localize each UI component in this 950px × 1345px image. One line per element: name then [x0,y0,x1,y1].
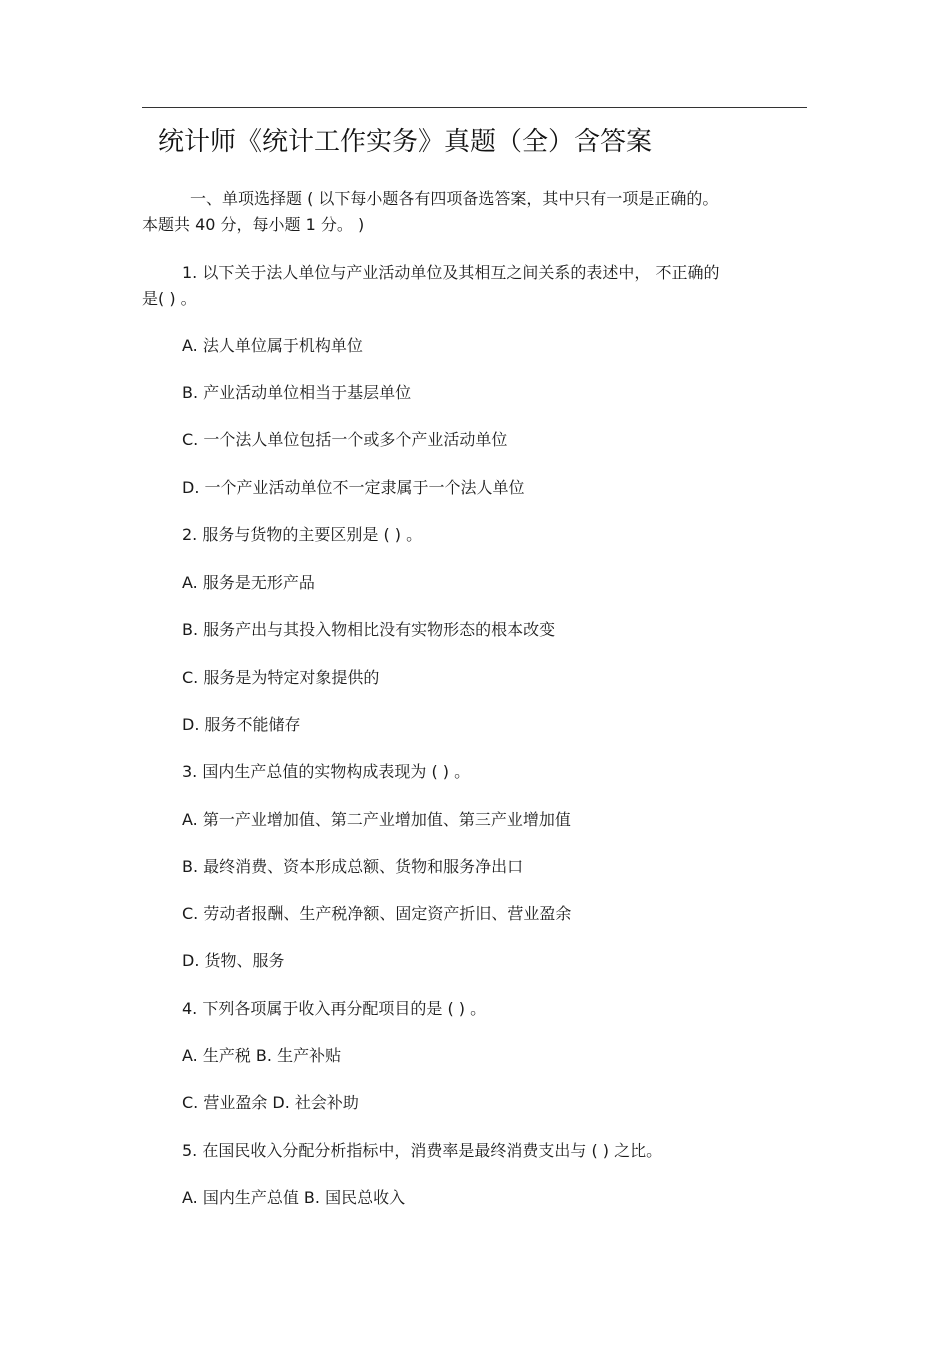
page-title: 统计师《统计工作实务》真题（全）含答案 [158,127,653,157]
option-line: A. 国内生产总值 B. 国民总收入 [182,1188,406,1207]
intro-line-1: 一、单项选择题 ( 以下每小题各有四项备选答案，其中只有一项是正确的。 [190,189,719,208]
option-line: A. 生产税 B. 生产补贴 [182,1046,342,1065]
header-rule [142,107,807,108]
section-intro [142,186,807,238]
option-line: B. 产业活动单位相当于基层单位 [182,383,412,402]
option-line: D. 服务不能储存 [182,715,301,734]
option-line: D. 一个产业活动单位不一定隶属于一个法人单位 [182,478,525,497]
option-line: A. 第一产业增加值、第二产业增加值、第三产业增加值 [182,810,571,829]
option-line: B. 服务产出与其投入物相比没有实物形态的根本改变 [182,620,556,639]
question-1-line-1: 1. 以下关于法人单位与产业活动单位及其相互之间关系的表述中， 不正确的 [182,263,720,282]
question-line: 4. 下列各项属于收入再分配项目的是 ( ) 。 [182,999,487,1018]
question-line: 3. 国内生产总值的实物构成表现为 ( ) 。 [182,762,471,781]
question-line: 5. 在国民收入分配分析指标中，消费率是最终消费支出与 ( ) 之比。 [182,1141,663,1160]
option-line: A. 法人单位属于机构单位 [182,336,363,355]
option-line: C. 营业盈余 D. 社会补助 [182,1093,359,1112]
option-line: C. 服务是为特定对象提供的 [182,668,380,687]
intro-line-2: 本题共 40 分，每小题 1 分。 ) [142,215,365,234]
question-line: 2. 服务与货物的主要区别是 ( ) 。 [182,525,423,544]
option-line: C. 一个法人单位包括一个或多个产业活动单位 [182,430,508,449]
option-line: A. 服务是无形产品 [182,573,315,592]
question-1 [142,260,807,312]
question-1-line-2: 是( ) 。 [142,289,197,308]
option-line: B. 最终消费、资本形成总额、货物和服务净出口 [182,857,524,876]
option-line: D. 货物、服务 [182,951,285,970]
option-line: C. 劳动者报酬、生产税净额、固定资产折旧、营业盈余 [182,904,572,923]
